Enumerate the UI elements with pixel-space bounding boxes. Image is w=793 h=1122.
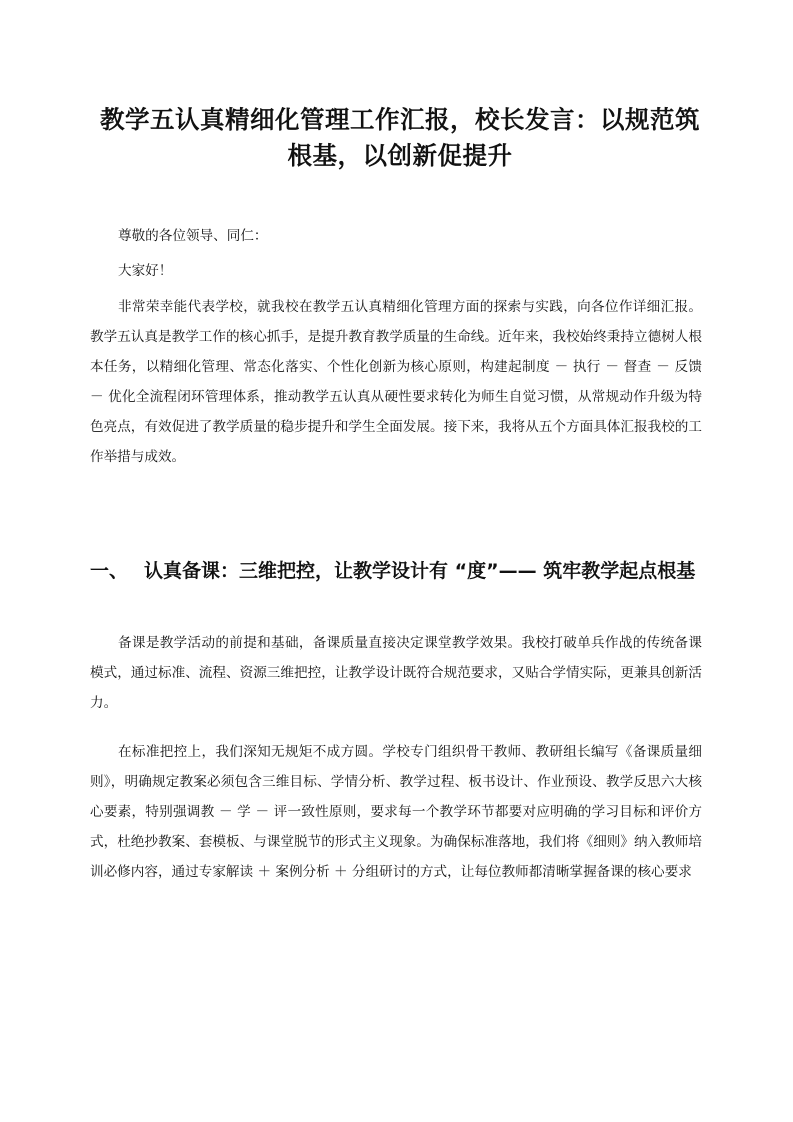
section1-paragraph-1: 备课是教学活动的前提和基础，备课质量直接决定课堂教学效果。我校打破单兵作战的传统备课模式，通过标准、流程、资源三维把控，让教学设计既符合规范要求，又贴合学情实际，更兼具创新活力。 xyxy=(90,635,702,711)
section1-paragraph-2: 在标准把控上，我们深知无规矩不成方圆。学校专门组织骨干教师、教研组长编写《备课质量细则》，明确规定教案必须包含三维目标、学情分析、教学过程、板书设计、作业预设、教学反思六大核心要素，特别强调教 － 学 － 评一致性原则，要求每一个教学环节都要对应明确的学习目标和评价方式，杜绝抄教案、套模板、与课堂脱节的形式主义现象。为确保标准落地，我们将《细则》纳入教师培训必修内容，通过专家解读 ＋ 案例分析 ＋ 分组研讨的方式，让每位教师都清晰掌握备课的核心要求 xyxy=(90,744,702,880)
document-title: 教学五认真精细化管理工作汇报，校长发言：以规范筑根基，以创新促提升 xyxy=(100,105,700,170)
intro-paragraph: 非常荣幸能代表学校，就我校在教学五认真精细化管理方面的探索与实践，向各位作详细汇报。教学五认真是教学工作的核心抓手，是提升教育教学质量的生命线。近年来，我校始终秉持立德树人根本任务，以精细化管理、常态化落实、个性化创新为核心原则，构建起制度 － 执行 － 督查 － 反馈 － 优化全流程闭环管理体系，推动教学五认真从硬性要求转化为师生自觉习惯，从常规动作升级为特色亮点，有效促进了教学质量的稳步提升和学生全面发展。接下来，我将从五个方面具体汇报我校的工作举措与成效。 xyxy=(90,299,702,465)
section-heading-1 xyxy=(90,556,702,586)
section-number: 一、 xyxy=(90,560,129,582)
greeting: 大家好！ xyxy=(118,263,173,279)
salutation: 尊敬的各位领导、同仁： xyxy=(118,228,268,244)
section-heading-text: 认真备课：三维把控，让教学设计有 “度”—— 筑牢教学起点根基 xyxy=(144,560,696,582)
